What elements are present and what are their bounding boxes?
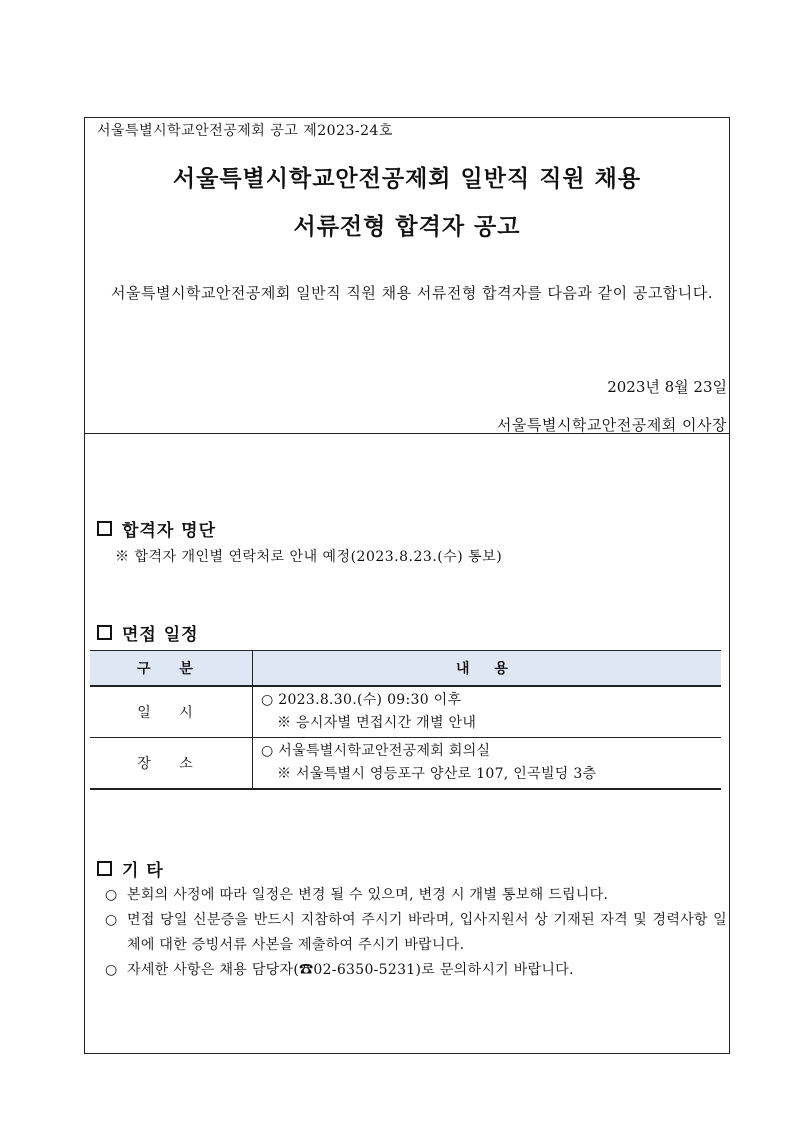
notice-frame xyxy=(84,117,730,1054)
list-item xyxy=(105,958,727,983)
section-heading-interview-label: 면접 일정 xyxy=(122,625,199,645)
row-label-location: 장 소 xyxy=(90,738,253,790)
section-heading-passers xyxy=(97,516,216,541)
column-header-content: 내 용 xyxy=(253,651,722,687)
section-heading-passers-label: 합격자 명단 xyxy=(122,521,217,541)
divider xyxy=(85,433,729,434)
interview-schedule-table xyxy=(90,650,721,790)
bullet-circle-icon: ○ xyxy=(105,962,118,978)
title-line-2: 서류전형 합격자 공고 xyxy=(293,214,521,240)
row-content-location xyxy=(253,738,722,790)
list-item-text: 면접 당일 신분증을 반드시 지참하여 주시기 바라며, 입사지원서 상 기재된 자격 및 경력사항 일체에 대한 증빙서류 사본을 제출하여 주시기 바랍니다. xyxy=(127,912,727,953)
notice-date: 2023년 8월 23일 xyxy=(607,378,727,396)
datetime-line: ○ 2023.8.30.(수) 09:30 이후 xyxy=(261,692,462,708)
checkbox-square-icon xyxy=(97,521,112,536)
table-header-row xyxy=(90,651,721,687)
list-item-text: 본회의 사정에 따라 일정은 변경 될 수 있으며, 변경 시 개별 통보해 드립니다. xyxy=(127,887,609,903)
section-heading-etc-label: 기 타 xyxy=(122,861,164,881)
notice-issuer: 서울특별시학교안전공제회 이사장 xyxy=(496,416,727,434)
table-row xyxy=(90,686,721,738)
bullet-circle-icon: ○ xyxy=(105,912,118,928)
list-item xyxy=(105,883,727,908)
etc-list xyxy=(105,883,727,983)
list-item xyxy=(105,908,727,958)
datetime-subnote: ※ 응시자별 면접시간 개별 안내 xyxy=(277,715,477,731)
column-header-category: 구 분 xyxy=(90,651,253,687)
section-heading-interview xyxy=(97,620,199,645)
passers-note: ※ 합격자 개인별 연락처로 안내 예정(2023.8.23.(수) 통보) xyxy=(115,549,503,565)
row-content-datetime xyxy=(253,686,722,738)
row-label-datetime: 일 시 xyxy=(90,686,253,738)
intro-paragraph: 서울특별시학교안전공제회 일반직 직원 채용 서류전형 합격자를 다음과 같이 공고합니다. xyxy=(111,284,714,302)
checkbox-square-icon xyxy=(97,625,112,640)
title-line-1: 서울특별시학교안전공제회 일반직 직원 채용 xyxy=(172,166,642,192)
section-heading-etc xyxy=(97,856,164,881)
notice-number: 서울특별시학교안전공제회 공고 제2023-24호 xyxy=(97,123,393,139)
list-item-text: 자세한 사항은 채용 담당자(☎02-6350-5231)로 문의하시기 바랍니다. xyxy=(127,962,574,978)
location-subnote: ※ 서울특별시 영등포구 양산로 107, 인곡빌딩 3층 xyxy=(277,766,597,782)
table-row xyxy=(90,738,721,790)
bullet-circle-icon: ○ xyxy=(105,887,118,903)
checkbox-square-icon xyxy=(97,861,112,876)
location-line: ○ 서울특별시학교안전공제회 회의실 xyxy=(261,743,491,759)
